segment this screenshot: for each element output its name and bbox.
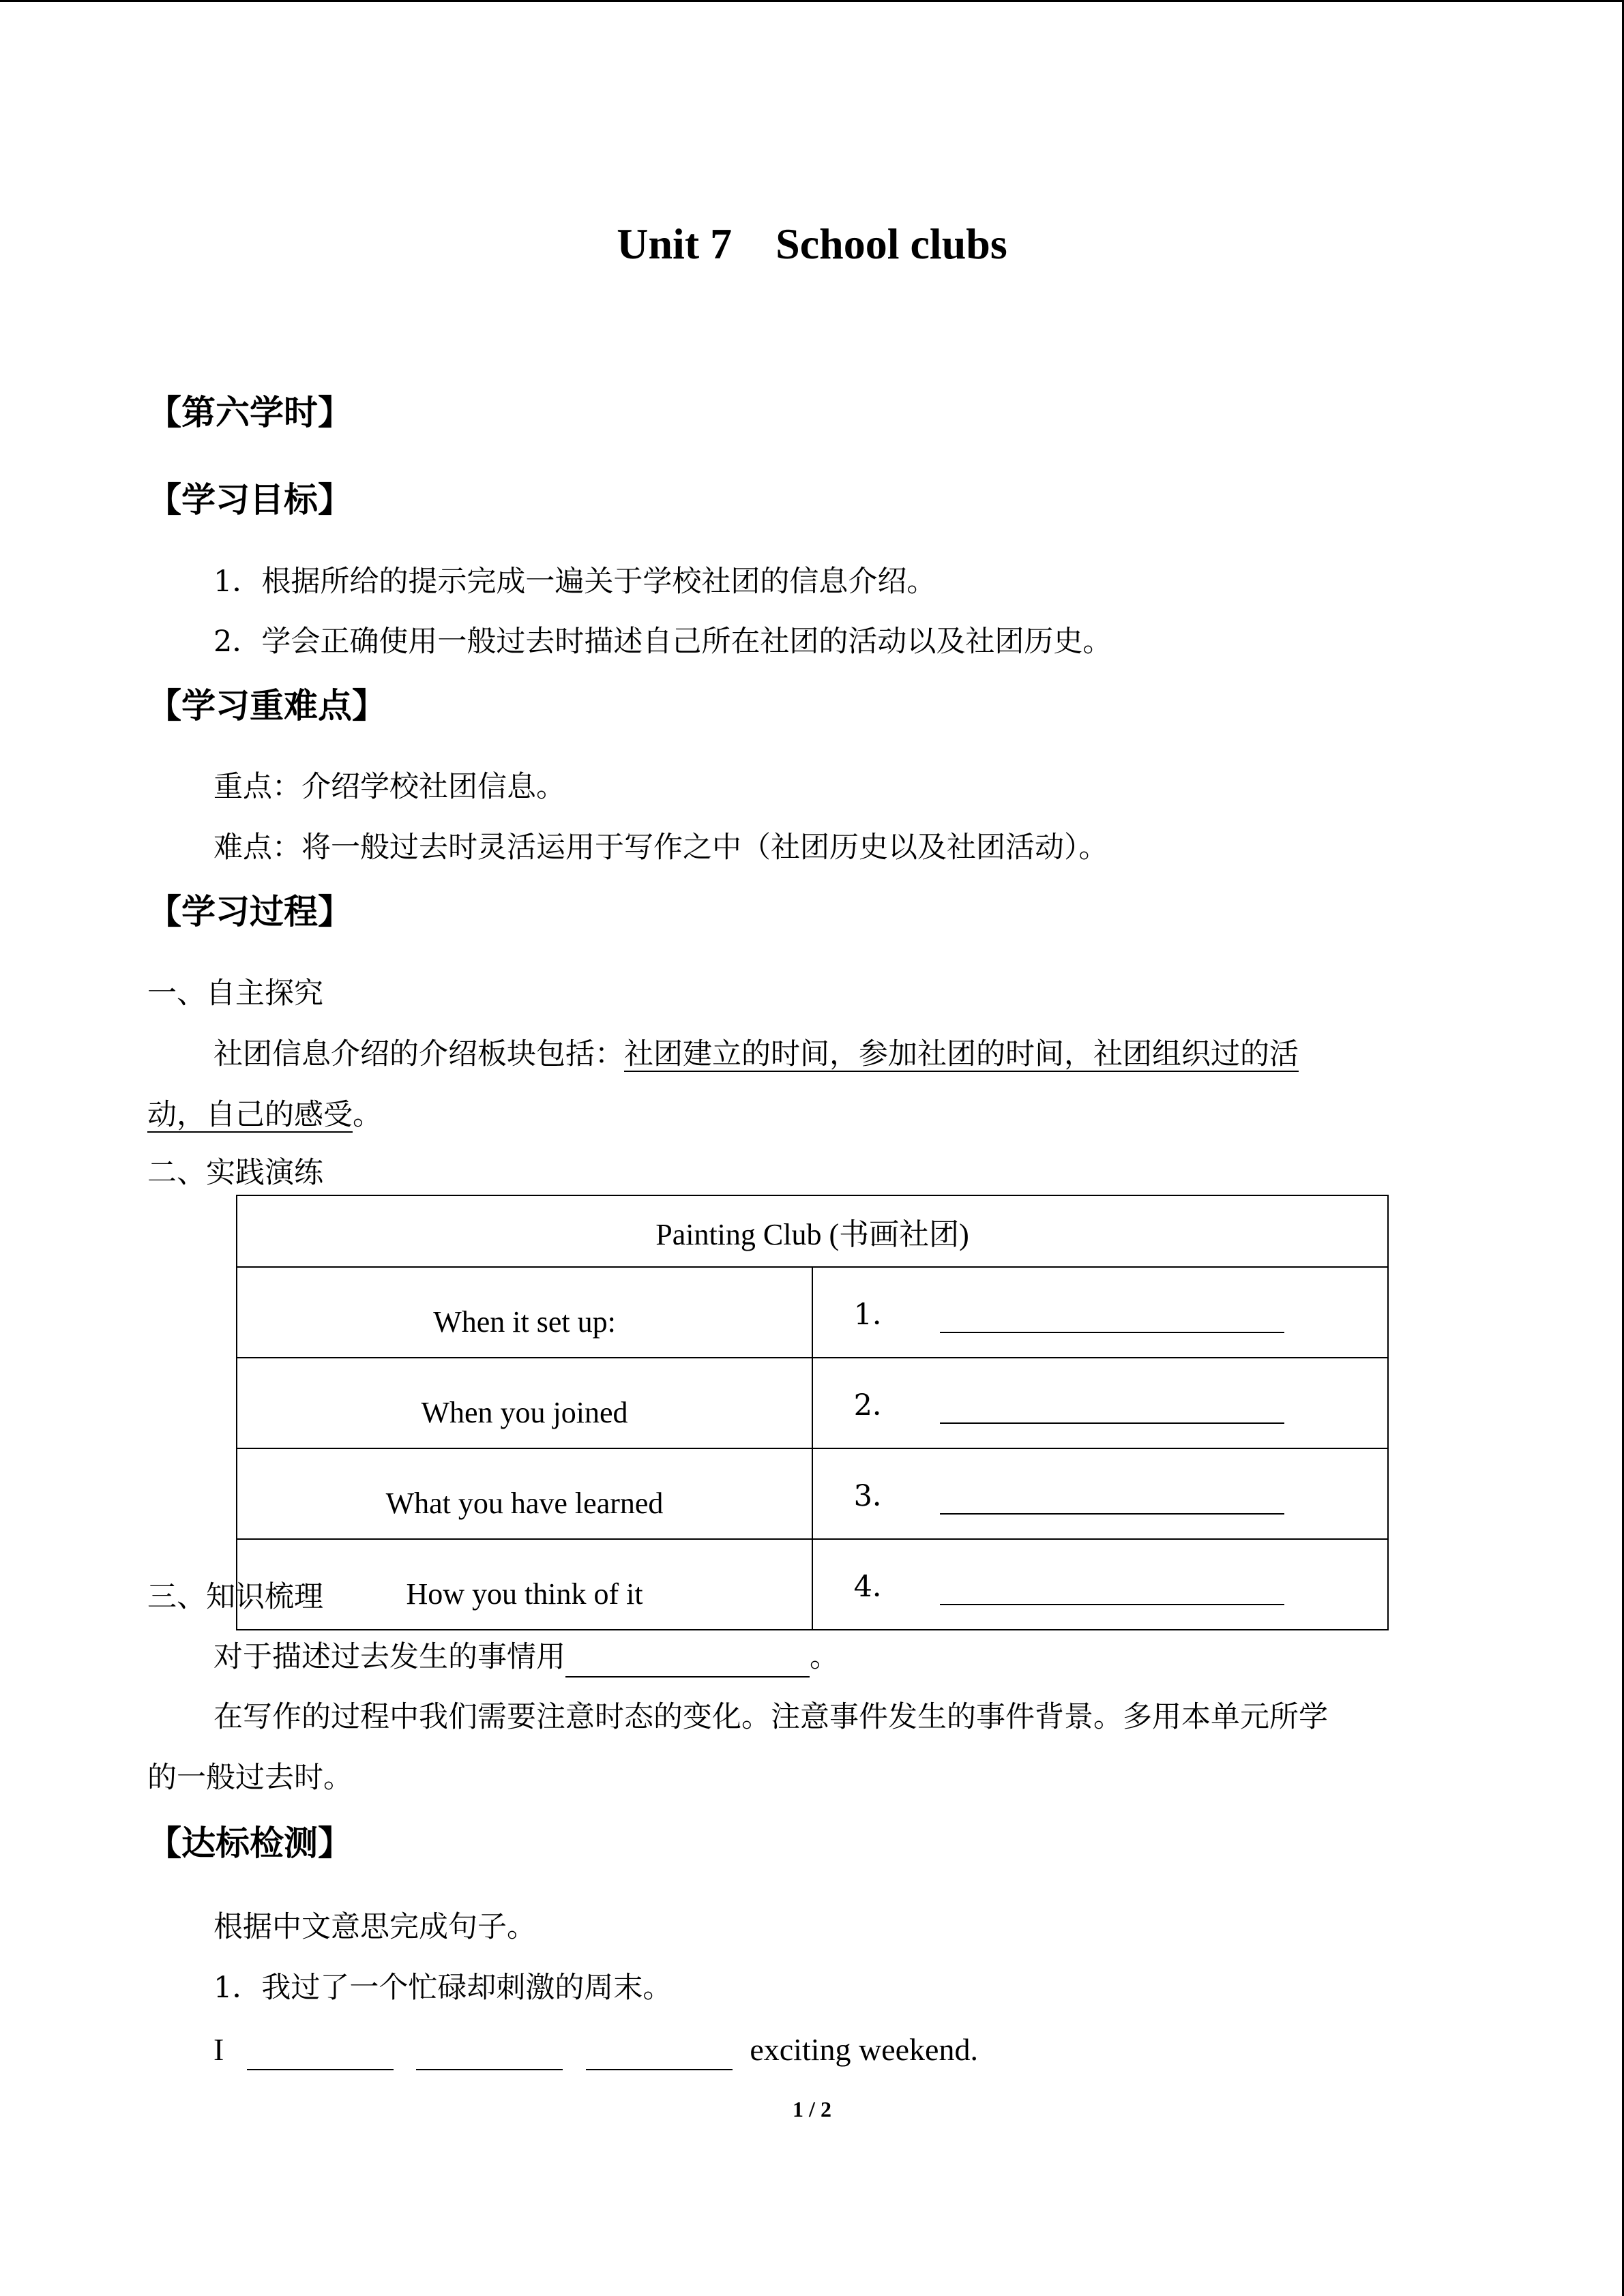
part1-line2 xyxy=(147,1094,382,1135)
part2-heading: 二、实践演练 xyxy=(147,1156,323,1190)
page-number: 1 / 2 xyxy=(793,2097,831,2121)
page-title: Unit 7 School clubs xyxy=(617,220,1007,268)
section-keypoints: 【学习重难点】 xyxy=(147,685,386,726)
assessment-instruction: 根据中文意思完成句子。 xyxy=(213,1910,536,1944)
fill-blank[interactable] xyxy=(586,2035,733,2070)
answer-cell xyxy=(812,1267,1388,1358)
difficulty-text: 难点：将一般过去时灵活运用于写作之中（社团历史以及社团活动）。 xyxy=(213,831,1108,865)
answer-blank[interactable] xyxy=(940,1478,1284,1515)
answer-cell xyxy=(812,1358,1388,1448)
part3-line1 xyxy=(213,1637,839,1678)
objective-2: 2．学会正确使用一般过去时描述自己所在社团的活动以及社团历史。 xyxy=(213,625,1112,659)
part3-line3: 的一般过去时。 xyxy=(147,1761,353,1795)
part1-underlined-b: 动，自己的感受 xyxy=(147,1098,353,1132)
answer-number: 1． xyxy=(853,1298,902,1332)
part3-line1-a: 对于描述过去发生的事情用 xyxy=(213,1640,565,1674)
answer-cell xyxy=(812,1448,1388,1539)
row-label: What you have learned xyxy=(237,1448,812,1539)
part3-line2: 在写作的过程中我们需要注意时态的变化。注意事件发生的事件背景。多用本单元所学 xyxy=(213,1700,1328,1734)
section-objectives: 【学习目标】 xyxy=(147,479,352,520)
part1-intro: 社团信息介绍的介绍板块包括： xyxy=(213,1037,624,1071)
answer-number: 3． xyxy=(853,1479,902,1513)
fill-blank[interactable] xyxy=(416,2035,563,2070)
sentence-end: exciting weekend. xyxy=(750,2032,978,2067)
fill-blank[interactable] xyxy=(247,2035,394,2070)
answer-blank[interactable] xyxy=(940,1387,1284,1424)
part1-underlined-a: 社团建立的时间，参加社团的时间，社团组织过的活 xyxy=(624,1037,1299,1071)
answer-blank[interactable] xyxy=(940,1296,1284,1333)
section-assessment: 【达标检测】 xyxy=(147,1823,352,1863)
answer-blank[interactable] xyxy=(940,1568,1284,1605)
objective-1: 1．根据所给的提示完成一遍关于学校社团的信息介绍。 xyxy=(213,565,936,599)
section-period: 【第六学时】 xyxy=(147,392,352,432)
part3-line1-b: 。 xyxy=(810,1640,839,1674)
row-label: When it set up: xyxy=(237,1267,812,1358)
table-header: Painting Club (书画社团) xyxy=(237,1195,1388,1267)
answer-number: 2． xyxy=(853,1388,902,1422)
focus-text: 重点：介绍学校社团信息。 xyxy=(213,770,565,804)
part3-heading: 三、知识梳理 xyxy=(147,1580,323,1614)
row-label: How you think of it xyxy=(237,1539,812,1630)
table-row xyxy=(237,1358,1388,1448)
table-row xyxy=(237,1267,1388,1358)
question-1-sentence xyxy=(213,2029,978,2070)
section-process: 【学习过程】 xyxy=(147,891,352,931)
question-1: 1．我过了一个忙碌却刺激的周末。 xyxy=(213,1971,673,2005)
top-border xyxy=(0,0,1624,2)
part1-line1 xyxy=(213,1034,1299,1075)
answer-cell xyxy=(812,1539,1388,1630)
sentence-start: I xyxy=(213,2032,224,2067)
table-row xyxy=(237,1539,1388,1630)
answer-number: 4． xyxy=(853,1570,902,1604)
table-header-row xyxy=(237,1195,1388,1267)
fill-blank[interactable] xyxy=(565,1642,810,1678)
part1-heading: 一、自主探究 xyxy=(147,976,323,1011)
part1-end: 。 xyxy=(353,1098,382,1132)
table-row xyxy=(237,1448,1388,1539)
painting-club-table xyxy=(236,1195,1389,1630)
row-label: When you joined xyxy=(237,1358,812,1448)
